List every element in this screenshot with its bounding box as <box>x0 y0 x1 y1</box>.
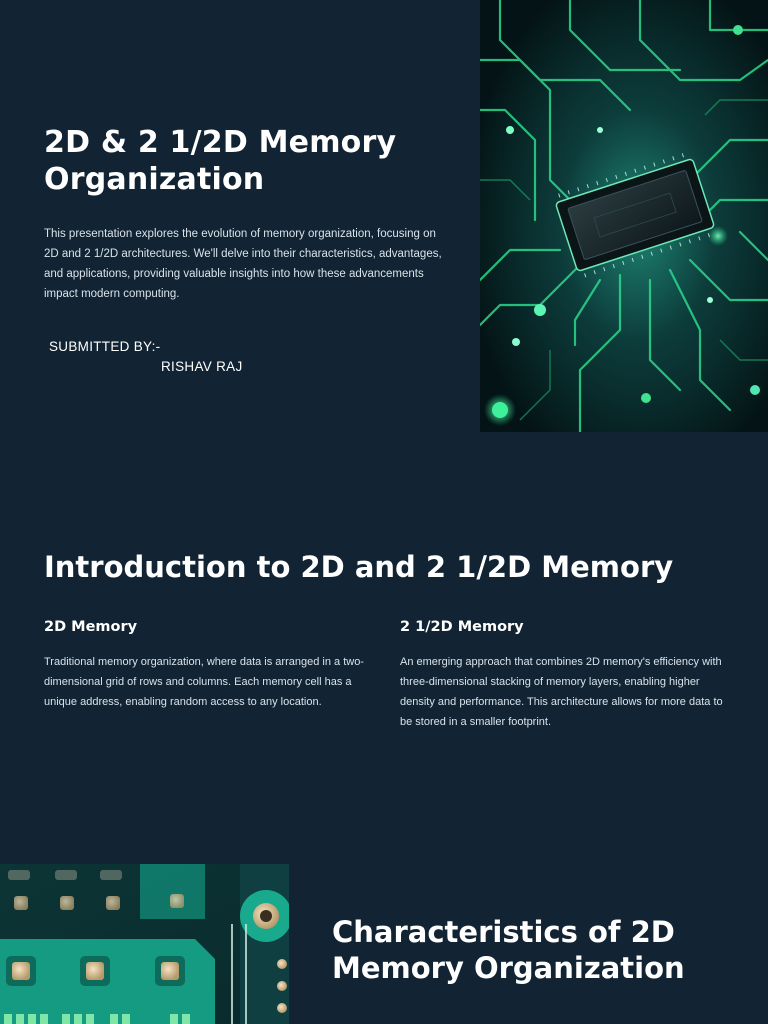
2d-memory-text: Traditional memory organization, where data is arranged in a two-dimensional grid of rows and columns. Each memory cell has a unique address, enabling random access to any location. <box>44 656 364 708</box>
circuit-chip-image <box>480 0 768 432</box>
2-half-d-memory-heading: 2 1/2D Memory <box>400 619 524 635</box>
title-slide-description: This presentation explores the evolution of memory organization, focusing on 2D and 2 1/2D architectures. We'll delve into their characteristics, advantages, and applications, providing valuable insights into how these advancements impact modern computing. <box>44 228 442 300</box>
title-slide-heading: 2D & 2 1/2D Memory Organization <box>44 125 397 197</box>
submitter-name: RISHAV RAJ <box>161 359 243 374</box>
characteristics-heading: Characteristics of 2D Memory Organization <box>332 915 685 985</box>
submitted-by-label: SUBMITTED BY:- <box>49 339 161 354</box>
introduction-heading: Introduction to 2D and 2 1/2D Memory <box>44 550 674 584</box>
circuit-board-image <box>0 864 289 1024</box>
2d-memory-heading: 2D Memory <box>44 619 138 635</box>
2-half-d-memory-text: An emerging approach that combines 2D memory's efficiency with three-dimensional stacking of memory layers, enabling higher density and performance. This architecture allows for more data to be stored in a smaller footprint. <box>400 656 723 728</box>
